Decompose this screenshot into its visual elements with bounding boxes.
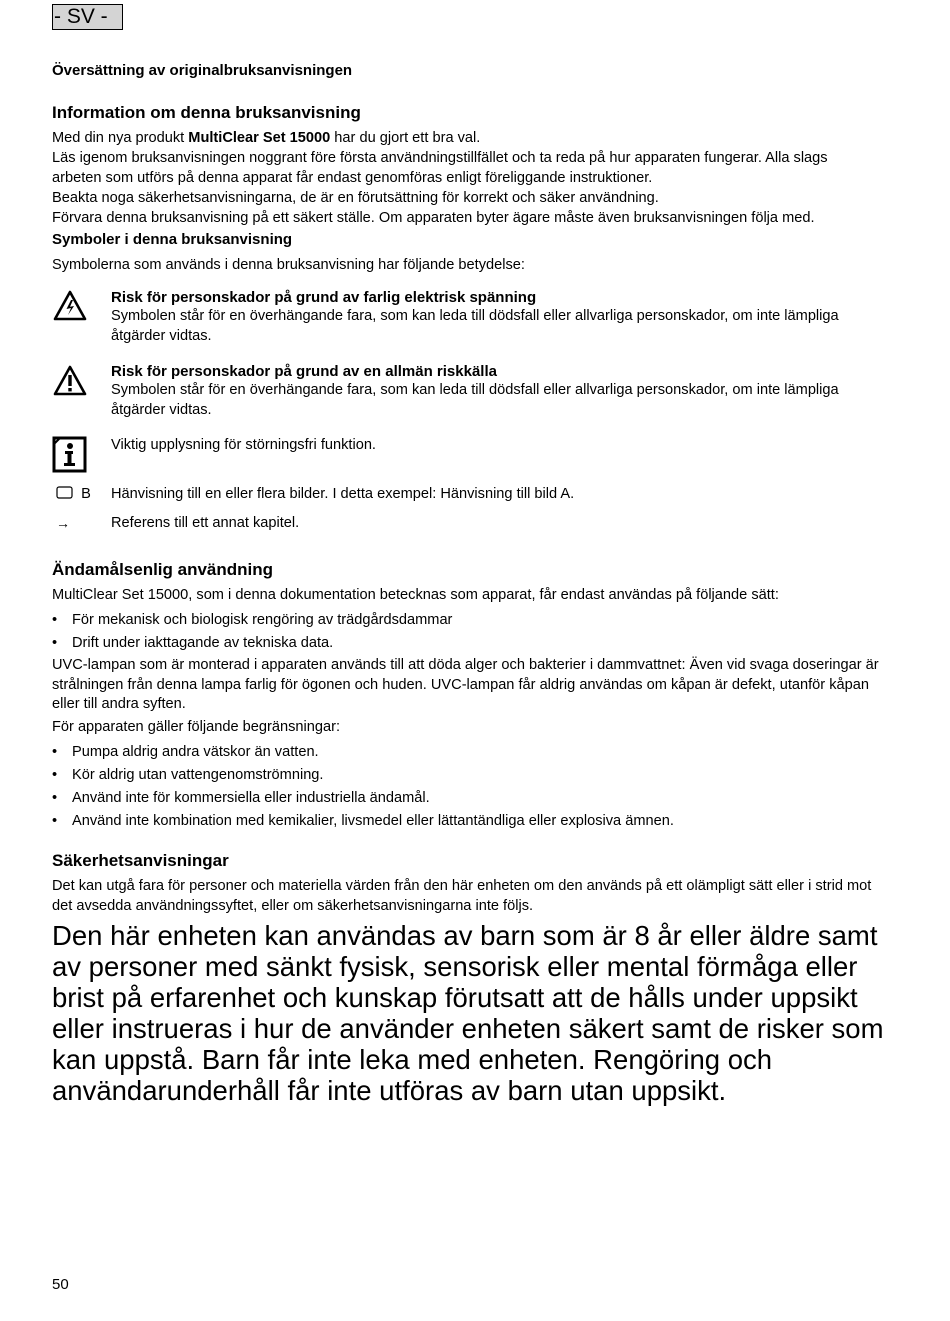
general-warning-icon [52,364,88,398]
general-warning-title: Risk för personskador på grund av en allmän riskkälla [111,363,497,380]
page-number: 50 [52,1276,69,1293]
limits-intro: För apparaten gäller följande begränsningar: [52,719,341,735]
info-icon [52,436,88,474]
bullet-glyph: • [52,813,58,829]
translation-heading: Översättning av originalbruksanvisningen [52,62,353,79]
info-paragraph-3: Förvara denna bruksanvisning på ett säkert ställe. Om apparaten byter ägare måste även bruksanvisningen följa med. [52,210,815,226]
arrow-right-icon: → [56,515,70,531]
bullet-glyph: • [52,612,58,628]
electric-hazard-text: Symbolen står för en överhängande fara, som kan leda till dödsfall eller allvarliga personskador, om inte lämpliga åtgärder vidtas. [111,308,839,344]
info-intro-after: har du gjort ett bra val. [330,130,481,146]
info-intro-before: Med din nya produkt [52,130,189,146]
language-badge: - SV - [52,4,123,30]
safety-paragraph: Det kan utgå fara för personer och materiella värden från den här enheten om den används på ett olämpligt sätt eller i strid mot det avsedda användningssyftet, eller om säkerhetsanvisningarna inte följs. [52,878,872,914]
info-intro [52,129,892,149]
list-item-text: Kör aldrig utan vattengenomströmning. [72,767,324,783]
intended-use-intro: MultiClear Set 15000, som i denna dokumentation betecknas som apparat, får endast användas på följande sätt: [52,587,779,603]
safety-children-notice: Den här enheten kan användas av barn som är 8 år eller äldre samt av personer med sänkt fysisk, sensorisk eller mental förmåga eller brist på erfarenhet och kunskap förutsatt att de hålls under uppsikt eller instrueras i hur de använder enheten säkert samt de risker som kan uppstå. Barn får inte leka med enheten. Rengöring och användarunderhåll får inte utföras av barn utan uppsikt. [52,920,884,1106]
info-heading: Information om denna bruksanvisning [52,103,361,122]
list-item-text: Pumpa aldrig andra vätskor än vatten. [72,744,319,760]
electric-hazard-icon [52,289,88,323]
bullet-glyph: • [52,767,58,783]
list-item-text: Använd inte för kommersiella eller industriella ändamål. [72,790,430,806]
list-item-text: För mekanisk och biologisk rengöring av trädgårdsdammar [72,612,453,628]
symbols-intro: Symbolerna som används i denna bruksanvisning har följande betydelse: [52,257,525,273]
general-warning-text: Symbolen står för en överhängande fara, som kan leda till dödsfall eller allvarliga personskador, om inte lämpliga åtgärder vidtas. [111,382,839,418]
safety-heading: Säkerhetsanvisningar [52,851,229,870]
info-paragraph-1: Läs igenom bruksanvisningen noggrant före första användningstillfället och ta reda på hur apparaten fungerar. Alla slags arbeten som utförs på denna apparat får endast genomföras enligt föreliggande instruktioner. [52,150,828,186]
uvc-paragraph: UVC-lampan som är monterad i apparaten används till att döda alger och bakterier i dammvattnet: Även vid svaga doseringar är strålningen från denna lampa farlig för ögonen och huden. UVC-lampan får aldrig användas om kåpan är defekt, utanför kåpan eller till andra syften. [52,657,879,712]
figure-letter: B [81,486,91,502]
bullet-glyph: • [52,790,58,806]
figure-reference-icon [56,486,73,499]
list-item-text: Drift under iakttagande av tekniska data. [72,635,334,651]
info-text: Viktig upplysning för störningsfri funktion. [111,437,376,453]
intended-use-heading: Ändamålsenlig användning [52,560,274,579]
list-item-text: Använd inte kombination med kemikalier, livsmedel eller lättantändliga eller explosiva ämnen. [72,813,674,829]
figure-reference-text: Hänvisning till en eller flera bilder. I detta exempel: Hänvisning till bild A. [111,486,575,502]
electric-hazard-title: Risk för personskador på grund av farlig elektrisk spänning [111,289,537,306]
bullet-glyph: • [52,744,58,760]
reference-text: Referens till ett annat kapitel. [111,515,300,531]
bullet-glyph: • [52,635,58,651]
info-paragraph-2: Beakta noga säkerhetsanvisningarna, de är en förutsättning för korrekt och säker användning. [52,190,659,206]
symbols-heading: Symboler i denna bruksanvisning [52,231,293,248]
product-name: MultiClear Set 15000 [188,130,331,146]
figure-reference [56,485,91,505]
